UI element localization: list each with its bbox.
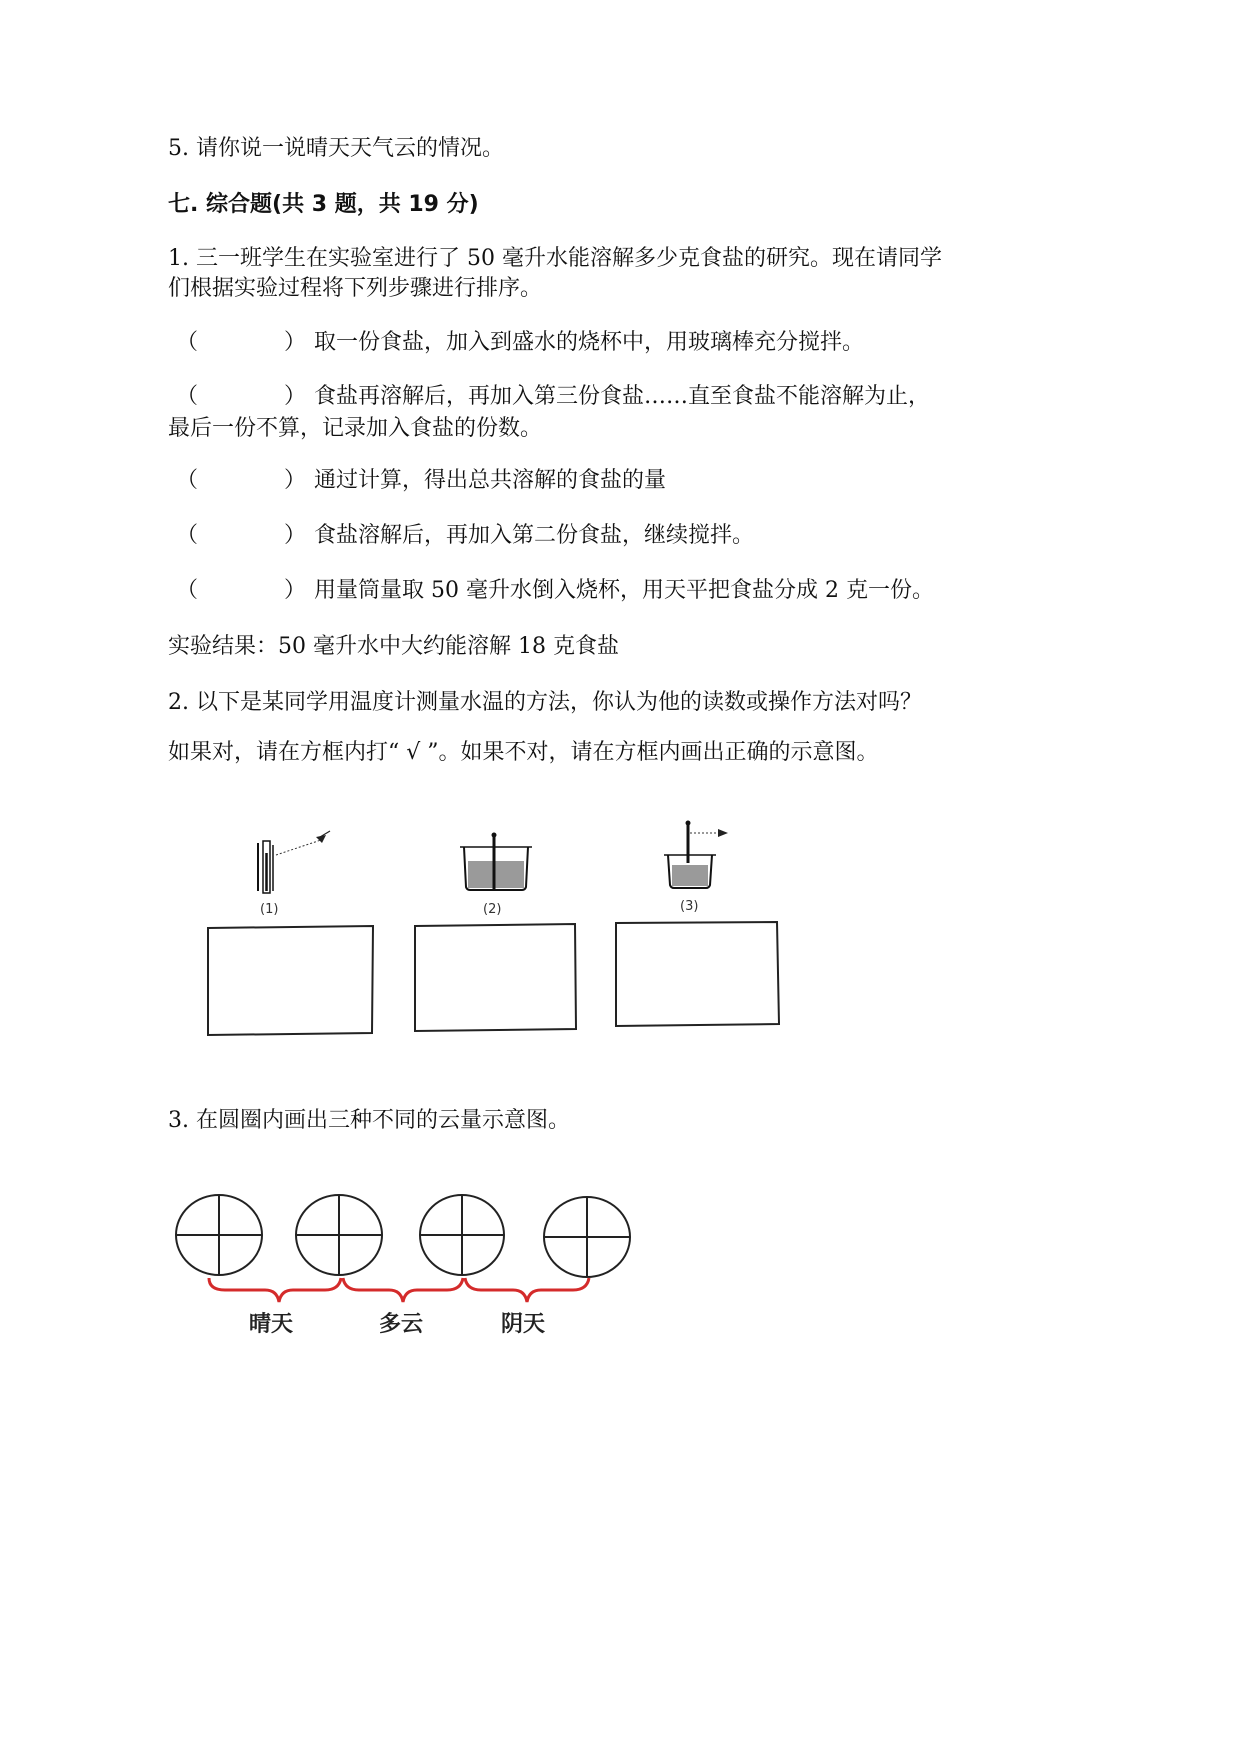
figure-caption: (1) [260, 902, 279, 917]
experiment-result: 实验结果：50 毫升水中大约能溶解 18 克食盐 [168, 634, 619, 659]
answer-blank-open[interactable]: （ [176, 330, 199, 355]
q1-line2: 们根据实验过程将下列步骤进行排序。 [168, 276, 543, 301]
question-5: 5. 请你说一说晴天天气云的情况。 [168, 136, 504, 161]
weather-label-sunny: 晴天 [249, 1312, 294, 1337]
answer-blank-open[interactable]: （ [176, 384, 199, 409]
cloud-circle[interactable] [296, 1195, 382, 1275]
answer-box[interactable] [616, 922, 779, 1026]
beaker-thermometer-icon [460, 833, 532, 891]
figure-caption: (3) [680, 899, 699, 914]
answer-blank-open[interactable]: （ [176, 468, 199, 493]
step-text: 用量筒量取 50 毫升水倒入烧杯，用天平把食盐分成 2 克一份。 [314, 578, 934, 603]
answer-box[interactable] [415, 924, 576, 1031]
answer-blank-close: ） [284, 384, 307, 409]
bracket-brace [465, 1278, 589, 1302]
figure-caption: (2) [483, 902, 502, 917]
q2-line2: 如果对，请在方框内打“ √ ”。如果不对，请在方框内画出正确的示意图。 [168, 740, 879, 765]
q1-line1: 1. 三一班学生在实验室进行了 50 毫升水能溶解多少克食盐的研究。现在请同学 [168, 246, 942, 271]
weather-label-partly-cloudy: 多云 [379, 1312, 424, 1337]
answer-blank-close: ） [284, 523, 307, 548]
weather-label-overcast: 阴天 [501, 1312, 546, 1337]
step-text: 食盐再溶解后，再加入第三份食盐……直至食盐不能溶解为止， [314, 384, 931, 409]
beaker-thermometer-icon [664, 821, 728, 889]
step-text: 取一份食盐，加入到盛水的烧杯中，用玻璃棒充分搅拌。 [314, 330, 865, 355]
answer-blank-close: ） [284, 330, 307, 355]
answer-blank-open[interactable]: （ [176, 523, 199, 548]
q3-line1: 3. 在圆圈内画出三种不同的云量示意图。 [168, 1108, 570, 1133]
bracket-brace [343, 1278, 463, 1302]
section-title: 七. 综合题(共 3 题，共 19 分) [168, 192, 479, 217]
thermometer-figure [200, 815, 800, 1045]
cloud-circle[interactable] [176, 1195, 262, 1275]
q2-line1: 2. 以下是某同学用温度计测量水温的方法，你认为他的读数或操作方法对吗？ [168, 690, 922, 715]
answer-box[interactable] [208, 926, 373, 1035]
step-text-continued: 最后一份不算，记录加入食盐的份数。 [168, 416, 543, 441]
answer-blank-close: ） [284, 578, 307, 603]
step-text: 食盐溶解后，再加入第二份食盐，继续搅拌。 [314, 523, 755, 548]
thermometer-reading-icon [258, 831, 330, 893]
cloud-cover-figure [165, 1185, 645, 1345]
answer-blank-open[interactable]: （ [176, 578, 199, 603]
bracket-brace [209, 1278, 341, 1302]
answer-blank-close: ） [284, 468, 307, 493]
cloud-circle[interactable] [420, 1195, 504, 1275]
cloud-circle[interactable] [544, 1197, 630, 1277]
step-text: 通过计算，得出总共溶解的食盐的量 [314, 468, 667, 493]
